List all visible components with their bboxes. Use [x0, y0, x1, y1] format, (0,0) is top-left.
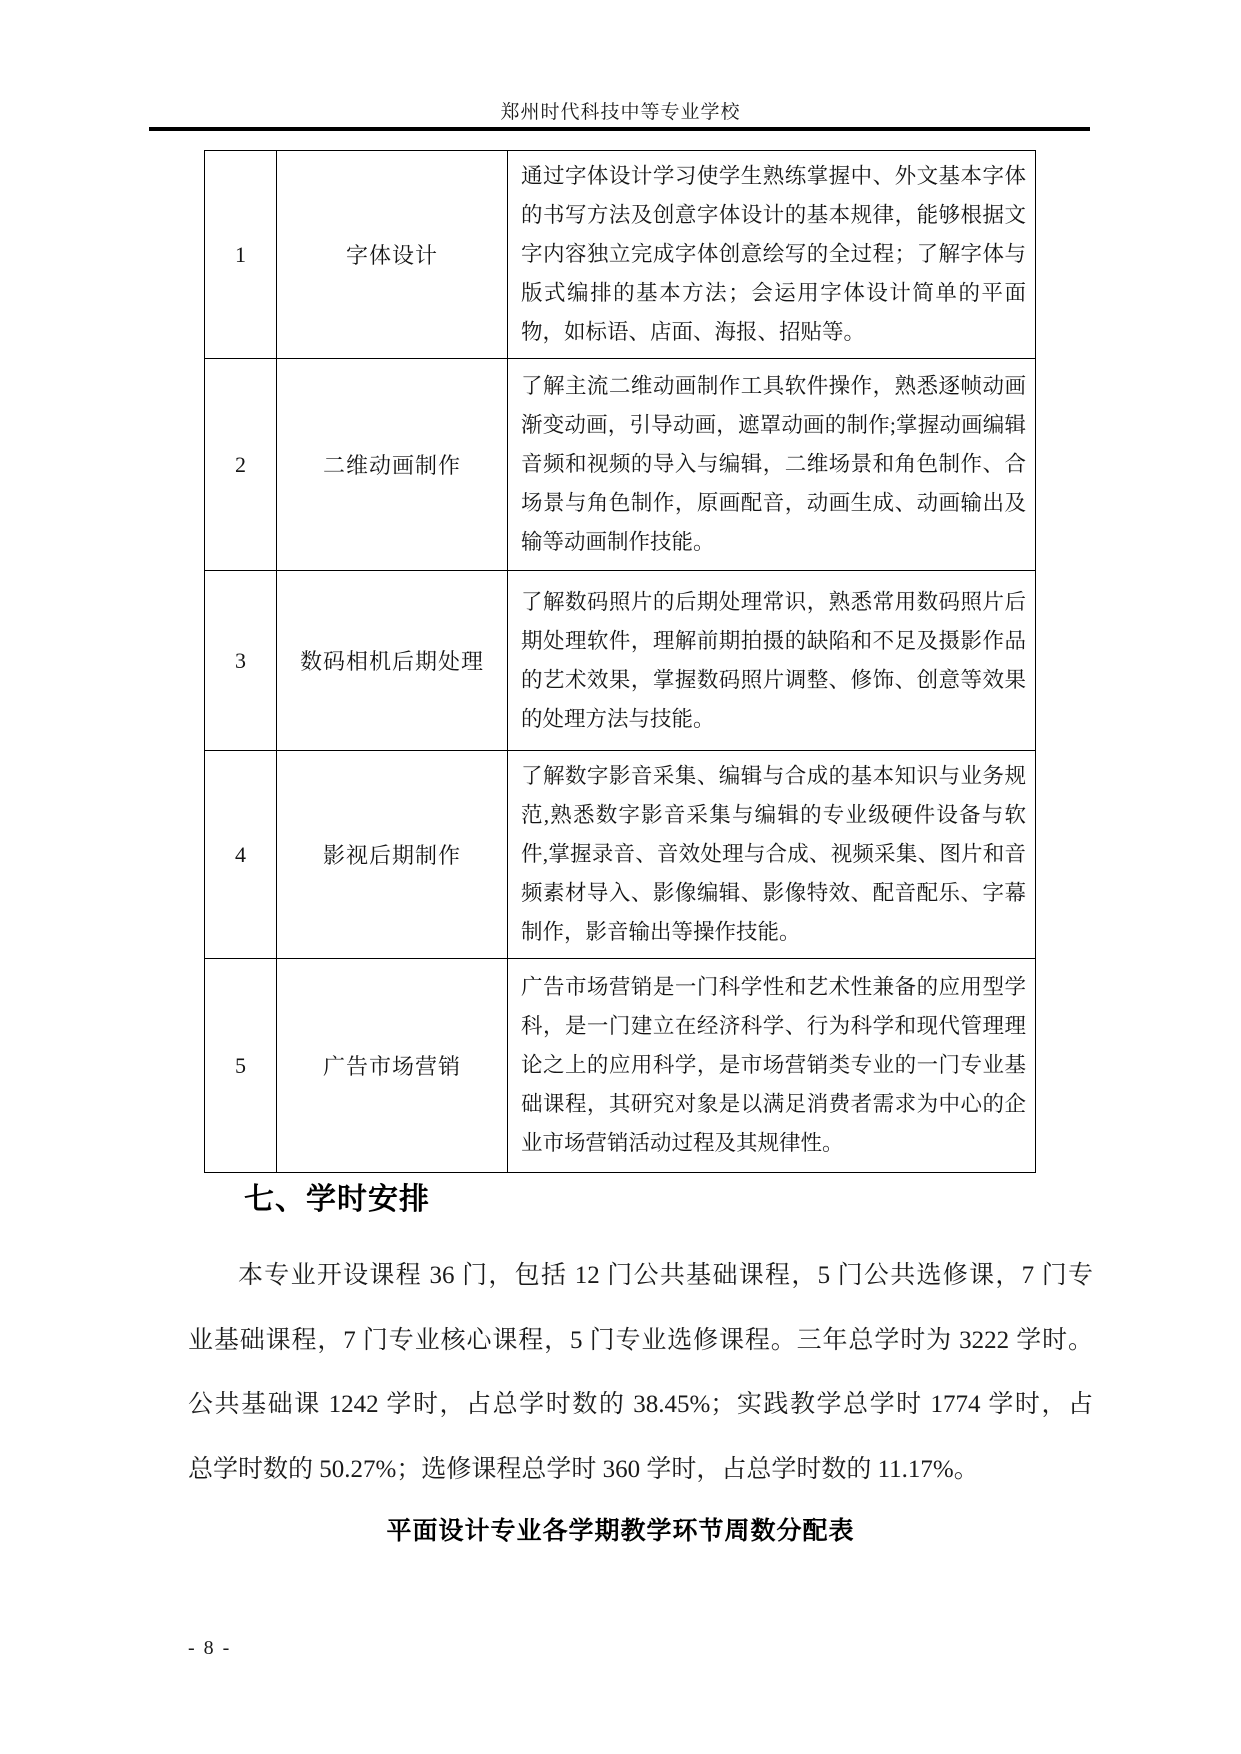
course-number-cell: 4: [205, 751, 277, 959]
table-row: [205, 151, 1036, 359]
table-row: [205, 359, 1036, 571]
paragraph-line: 本专业开设课程 36 门，包括 12 门公共基础课程，5 门公共选修课，7 门专: [238, 1262, 1093, 1289]
course-number-cell: 5: [205, 959, 277, 1173]
course-number-cell: 3: [205, 571, 277, 751]
course-name-cell: 影视后期制作: [277, 751, 508, 959]
table-row: [205, 571, 1036, 751]
running-header: 郑州时代科技中等专业学校: [500, 102, 741, 123]
course-number-cell: 2: [205, 359, 277, 571]
course-name-cell: 字体设计: [277, 151, 508, 359]
course-objectives-table: [204, 150, 1036, 1173]
paragraph-line: 公共基础课 1242 学时，占总学时数的 38.45%；实践教学总学时 1774 学时，占: [188, 1391, 1093, 1419]
paragraph-line: 总学时数的 50.27%；选修课程总学时 360 学时，占总学时数的 11.17%。: [188, 1456, 979, 1484]
table-row: [205, 751, 1036, 959]
course-name-cell: 数码相机后期处理: [277, 571, 508, 751]
table-row: [205, 959, 1036, 1173]
course-description-cell: 广告市场营销是一门科学性和艺术性兼备的应用型学科，是一门建立在经济科学、行为科学和现代管理理论之上的应用科学，是市场营销类专业的一门专业基础课程，其研究对象是以满足消费者需求为中心的企业市场营销活动过程及其规律性。: [508, 959, 1036, 1173]
course-description-cell: 通过字体设计学习使学生熟练掌握中、外文基本字体的书写方法及创意字体设计的基本规律，能够根据文字内容独立完成字体创意绘写的全过程；了解字体与版式编排的基本方法；会运用字体设计简单的平面物，如标语、店面、海报、招贴等。: [508, 151, 1036, 359]
page-number: - 8 -: [188, 1637, 232, 1659]
course-name-cell: 二维动画制作: [277, 359, 508, 571]
course-description-cell: 了解数字影音采集、编辑与合成的基本知识与业务规范,熟悉数字影音采集与编辑的专业级硬件设备与软件,掌握录音、音效处理与合成、视频采集、图片和音频素材导入、影像编辑、影像特效、配音配乐、字幕制作，影音输出等操作技能。: [508, 751, 1036, 959]
course-number-cell: 1: [205, 151, 277, 359]
hours-paragraph: [188, 1244, 1093, 1503]
paragraph-line: 业基础课程，7 门专业核心课程，5 门专业选修课程。三年总学时为 3222 学时。: [188, 1326, 1093, 1354]
weeks-distribution-table-title: 平面设计专业各学期教学环节周数分配表: [386, 1518, 855, 1545]
course-description-cell: 了解数码照片的后期处理常识，熟悉常用数码照片后期处理软件，理解前期拍摄的缺陷和不足及摄影作品的艺术效果，掌握数码照片调整、修饰、创意等效果的处理方法与技能。: [508, 571, 1036, 751]
section-heading-hours-arrangement: 七、学时安排: [244, 1183, 430, 1216]
course-name-cell: 广告市场营销: [277, 959, 508, 1173]
course-table-body: [205, 151, 1036, 1173]
header-divider-rule: [149, 127, 1090, 131]
course-description-cell: 了解主流二维动画制作工具软件操作，熟悉逐帧动画渐变动画，引导动画，遮罩动画的制作;掌握动画编辑音频和视频的导入与编辑，二维场景和角色制作、合场景与角色制作，原画配音，动画生成、动画输出及输等动画制作技能。: [508, 359, 1036, 571]
